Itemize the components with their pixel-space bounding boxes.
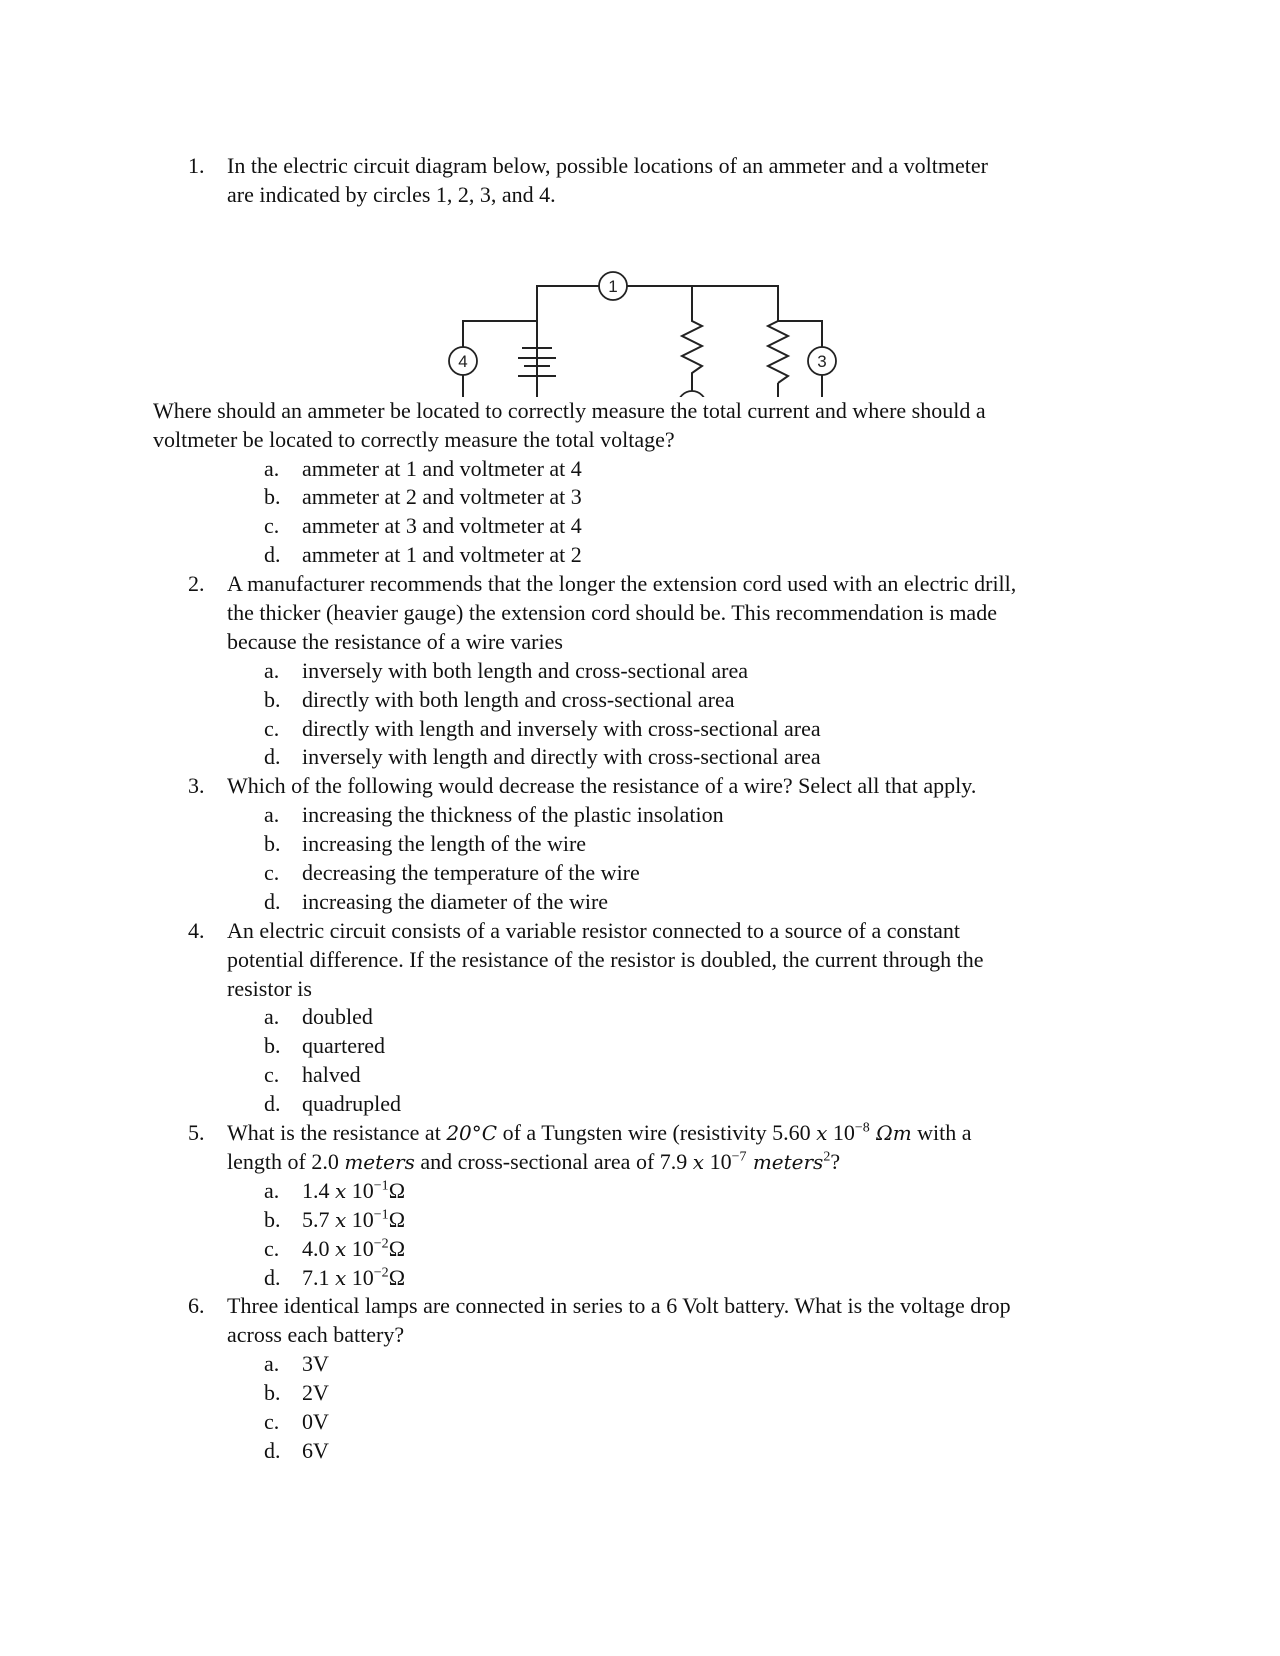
math-exponent: −2	[373, 1265, 389, 1281]
option-letter: d.	[264, 1437, 281, 1463]
option-text: 0V	[302, 1408, 329, 1434]
wire	[537, 286, 778, 397]
wire	[537, 383, 778, 397]
option-letter: a.	[264, 1177, 280, 1203]
option-text: 6V	[302, 1437, 329, 1463]
option[interactable]	[0, 1206, 1280, 1235]
math: 20°C	[446, 1121, 498, 1146]
math-exponent: −8	[854, 1120, 870, 1136]
option-letter: a.	[264, 1004, 280, 1030]
question-number: 3.	[188, 773, 205, 799]
math: meters	[344, 1149, 415, 1174]
question-text: resistor is	[227, 975, 312, 1001]
option-letter: a.	[264, 455, 280, 481]
option-text: directly with length and inversely with cross-sectional area	[302, 715, 821, 741]
worksheet	[0, 152, 1280, 1466]
option-letter: b.	[264, 1033, 281, 1059]
option-letter: a.	[264, 1351, 280, 1377]
option-letter: b.	[264, 686, 281, 712]
option[interactable]	[0, 1437, 1280, 1466]
math-exponent: −7	[731, 1149, 747, 1165]
option[interactable]	[0, 1235, 1280, 1264]
question-3	[0, 772, 1280, 801]
question-text: across each battery?	[227, 1322, 405, 1348]
question-number: 4.	[188, 917, 205, 943]
math: 10	[346, 1235, 374, 1261]
option-letter: d.	[264, 744, 281, 770]
question-4	[0, 917, 1280, 946]
option[interactable]	[0, 1032, 1280, 1061]
circuit-svg	[0, 210, 1280, 397]
math: 10	[827, 1120, 855, 1146]
option-text: ammeter at 2 and voltmeter at 3	[302, 484, 582, 510]
option[interactable]	[0, 1003, 1280, 1032]
option-letter: b.	[264, 1380, 281, 1406]
option-letter: c.	[264, 860, 280, 886]
option-letter: c.	[264, 715, 280, 741]
option-text: 2V	[302, 1380, 329, 1406]
math: Ω	[388, 1264, 406, 1290]
option-letter: c.	[264, 1062, 280, 1088]
math: Ω	[388, 1235, 406, 1261]
question-text-line	[0, 1148, 1280, 1177]
math: 10	[346, 1206, 374, 1232]
question-number: 5.	[188, 1120, 205, 1146]
option[interactable]	[0, 743, 1280, 772]
math-exponent: −2	[373, 1236, 389, 1252]
math: x	[335, 1265, 347, 1290]
option-letter: b.	[264, 831, 281, 857]
option[interactable]	[0, 512, 1280, 541]
question-number: 6.	[188, 1293, 205, 1319]
question-text: Three identical lamps are connected in series to a 6 Volt battery. What is the voltage drop	[227, 1293, 1011, 1319]
option-text: directly with both length and cross-sectional area	[302, 686, 735, 712]
option-letter: d.	[264, 1264, 281, 1290]
question-5	[0, 1119, 1280, 1148]
math: Ω	[388, 1206, 406, 1232]
option[interactable]	[0, 1379, 1280, 1408]
question-text: Where should an ammeter be located to correctly measure the total current and where should a	[153, 397, 986, 423]
math: 10	[346, 1264, 374, 1290]
option-text: quartered	[302, 1033, 386, 1059]
question-text: length of 2.0	[227, 1148, 345, 1174]
option[interactable]	[0, 1264, 1280, 1293]
math: x	[816, 1121, 828, 1146]
option[interactable]	[0, 541, 1280, 570]
question-2	[0, 570, 1280, 599]
option-text: 3V	[302, 1351, 329, 1377]
meter-label-4: 4	[458, 351, 468, 371]
option[interactable]	[0, 888, 1280, 917]
math: 10	[704, 1148, 732, 1174]
option[interactable]	[0, 1350, 1280, 1379]
option-letter: b.	[264, 1206, 281, 1232]
question-text: are indicated by circles 1, 2, 3, and 4.	[227, 181, 556, 207]
circuit-diagram	[0, 210, 1280, 397]
math: x	[692, 1149, 705, 1174]
option-letter: d.	[264, 888, 281, 914]
math: 10	[346, 1177, 374, 1203]
math: x	[335, 1207, 347, 1232]
option-text: quadrupled	[302, 1091, 401, 1117]
option-letter: a.	[264, 657, 280, 683]
option[interactable]	[0, 1408, 1280, 1437]
option[interactable]	[0, 657, 1280, 686]
option-text: 7.1	[302, 1264, 330, 1290]
meter-label-1: 1	[608, 276, 618, 296]
question-text: voltmeter be located to correctly measure the total voltage?	[153, 426, 675, 452]
option[interactable]	[0, 1061, 1280, 1090]
math: meters	[746, 1149, 824, 1174]
option-letter: c.	[264, 1235, 280, 1261]
resistor-icon	[768, 321, 788, 383]
option[interactable]	[0, 455, 1280, 484]
option-letter: a.	[264, 802, 280, 828]
question-text: potential difference. If the resistance of the resistor is doubled, the current through the	[227, 946, 984, 972]
option-text: doubled	[302, 1004, 373, 1030]
question-text: with a	[911, 1120, 972, 1146]
question-6	[0, 1292, 1280, 1321]
option-text: inversely with both length and cross-sectional area	[302, 657, 748, 683]
math: Ωm	[869, 1121, 912, 1146]
option-text: decreasing the temperature of the wire	[302, 860, 640, 886]
option[interactable]	[0, 801, 1280, 830]
resistor-icon	[682, 286, 702, 397]
option-text: increasing the diameter of the wire	[302, 888, 609, 914]
question-text: because the resistance of a wire varies	[227, 628, 563, 654]
math: Ω	[388, 1177, 406, 1203]
option-text: 5.7	[302, 1206, 330, 1232]
question-text: A manufacturer recommends that the longer the extension cord used with an electric drill,	[227, 571, 1017, 597]
option-text: halved	[302, 1062, 361, 1088]
option-text: 1.4	[302, 1177, 330, 1203]
question-text: of a Tungsten wire (resistivity 5.60	[497, 1120, 817, 1146]
option-text: increasing the length of the wire	[302, 831, 587, 857]
option-letter: c.	[264, 1408, 280, 1434]
question-text: In the electric circuit diagram below, possible locations of an ammeter and a voltmeter	[227, 153, 988, 178]
option-letter: d.	[264, 542, 281, 568]
option[interactable]	[0, 1090, 1280, 1119]
question-text: ?	[830, 1148, 841, 1174]
question-text: An electric circuit consists of a variable resistor connected to a source of a constant	[227, 917, 961, 943]
option-text: ammeter at 1 and voltmeter at 4	[302, 455, 582, 481]
math-exponent: 2	[823, 1149, 831, 1165]
math: x	[335, 1236, 347, 1261]
option-text: inversely with length and directly with cross-sectional area	[302, 744, 821, 770]
option[interactable]	[0, 715, 1280, 744]
math: x	[335, 1178, 347, 1203]
option[interactable]	[0, 686, 1280, 715]
question-text: What is the resistance at	[227, 1120, 447, 1146]
question-text: the thicker (heavier gauge) the extension cord should be. This recommendation is made	[227, 600, 997, 626]
question-number: 2.	[188, 571, 205, 597]
option-letter: c.	[264, 513, 280, 539]
option[interactable]	[0, 483, 1280, 512]
question-text: Which of the following would decrease the resistance of a wire? Select all that apply.	[227, 773, 977, 799]
option[interactable]	[0, 830, 1280, 859]
option-text: increasing the thickness of the plastic insolation	[302, 802, 724, 828]
question-number: 1.	[188, 153, 205, 178]
math-exponent: −1	[373, 1207, 389, 1223]
question-text: and cross-sectional area of 7.9	[414, 1148, 693, 1174]
option-letter: b.	[264, 484, 281, 510]
question-1	[0, 152, 1280, 181]
option-letter: d.	[264, 1091, 281, 1117]
option[interactable]	[0, 859, 1280, 888]
option[interactable]	[0, 1177, 1280, 1206]
meter-label-3: 3	[817, 351, 827, 371]
option-text: ammeter at 1 and voltmeter at 2	[302, 542, 582, 568]
math-exponent: −1	[373, 1178, 389, 1194]
option-text: ammeter at 3 and voltmeter at 4	[302, 513, 582, 539]
option-text: 4.0	[302, 1235, 330, 1261]
